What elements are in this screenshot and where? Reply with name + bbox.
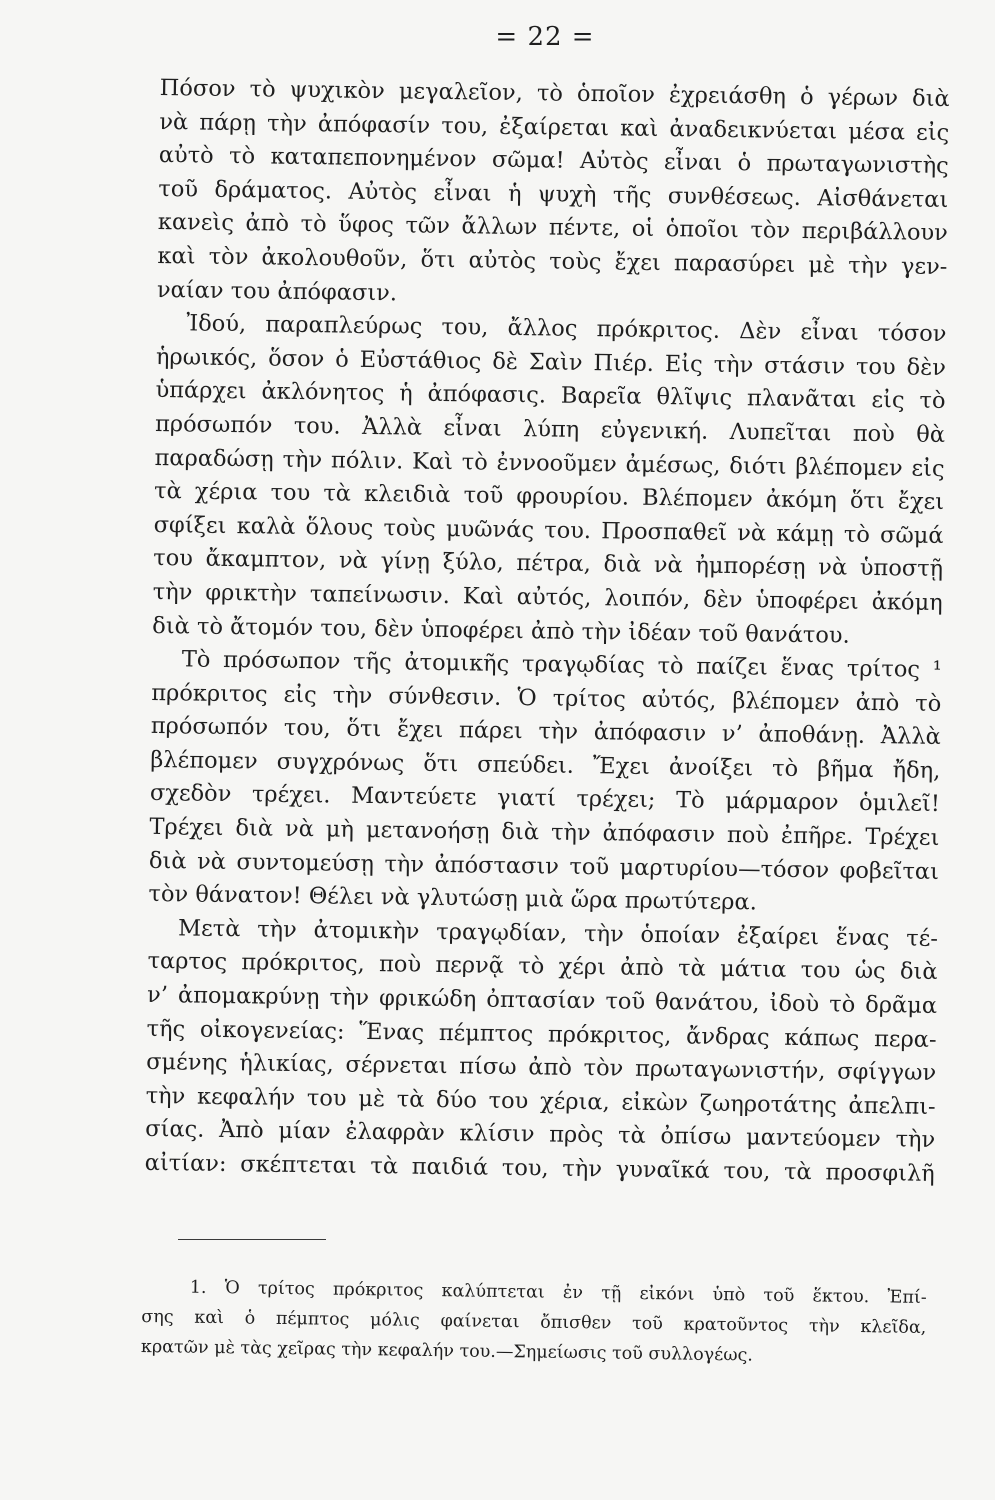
- text-line: διὰ νὰ συντομεύσῃ τὴν ἀπόστασιν τοῦ μαρτυρίου—τόσον φοβεῖται: [148, 847, 940, 885]
- text-line: ταρτος πρόκριτος, ποὺ περνᾷ τὸ χέρι ἀπὸ τὰ μάτια του ὡς διὰ: [147, 948, 938, 986]
- text-line: καὶ τὸν ἀκολουθοῦν, ὅτι αὐτὸς τοὺς ἔχει παρασύρει μὲ τὴν γεν-: [157, 242, 948, 280]
- text-line: ὑπάρχει ἀκλόνητος ἡ ἀπόφασις. Βαρεῖα θλῖψις πλανᾶται εἰς τὸ: [155, 377, 946, 415]
- text-line: πρόκριτος εἰς τὴν σύνθεσιν. Ὁ τρίτος αὐτός, βλέπομεν ἀπὸ τὸ: [151, 679, 942, 717]
- text-line: σμένης ἡλικίας, σέρνεται πίσω ἀπὸ τὸν πρωταγωνιστήν, σφίγγων: [145, 1049, 937, 1087]
- text-line: κανεὶς ἀπὸ τὸ ὕφος τῶν ἄλλων πέντε, οἱ ὁποῖοι τὸν περιβάλλουν: [157, 209, 949, 247]
- text-line: σίας. Ἀπὸ μίαν ἐλαφρὰν κλίσιν πρὸς τὰ ὀπίσω μαντεύομεν τὴν: [145, 1116, 936, 1154]
- text-line: Τὸ πρόσωπον τῆς ἀτομικῆς τραγῳδίας τὸ παίζει ἕνας τρίτος ¹: [181, 646, 942, 684]
- text-line: τὴν φρικτὴν ταπείνωσιν. Καὶ αὐτός, λοιπόν, δὲν ὑποφέρει ἀκόμη: [152, 578, 943, 616]
- text-line: Μετὰ τὴν ἀτομικὴν τραγῳδίαν, τὴν ὁποίαν ἐξαίρει ἕνας τέ-: [177, 915, 939, 952]
- text-line: τῆς οἰκογενείας: Ἕνας πέμπτος πρόκριτος, ἄνδρας κάπως περα-: [146, 1015, 937, 1053]
- footnote-line: 1. Ὁ τρίτος πρόκριτος καλύπτεται ἐν τῇ εἰκόνι ὑπὸ τοῦ ἕκτου. Ἐπί-: [189, 1277, 927, 1308]
- text-line: νὰ πάρῃ τὴν ἀπόφασίν του, ἐξαίρεται καὶ ἀναδεικνύεται μέσα εἰς: [159, 108, 950, 146]
- text-line: Ἰδού, παραπλεύρως του, ἄλλος πρόκριτος. Δὲν εἶναι τόσον: [186, 310, 947, 348]
- text-line: διὰ τὸ ἄτομόν του, δὲν ὑποφέρει ἀπὸ τὴν ἰδέαν τοῦ θανάτου.: [152, 612, 850, 649]
- text-line: ναίαν του ἀπόφασιν.: [156, 276, 398, 306]
- text-line: τὰ χέρια του τὰ κλειδιὰ τοῦ φρουρίου. Βλέπομεν ἀκόμη ὅτι ἔχει: [153, 478, 945, 516]
- text-line: πρόσωπόν του. Ἀλλὰ εἶναι λύπη εὐγενική. Λυπεῖται ποὺ θὰ: [154, 410, 946, 448]
- text-line: τοῦ δράματος. Αὐτὸς εἶναι ἡ ψυχὴ τῆς συνθέσεως. Αἰσθάνεται: [158, 175, 949, 213]
- text-line: βλέπομεν συγχρόνως ὅτι σπεύδει. Ἔχει ἀνοίξει τὸ βῆμα ἤδη,: [150, 746, 941, 784]
- text-line: σχεδὸν τρέχει. Μαντεύετε γιατί τρέχει; Τὸ μάρμαρον ὁμιλεῖ!: [149, 780, 941, 818]
- footnote-line: σης καὶ ὁ πέμπτος μόλις φαίνεται ὄπισθεν τοῦ κρατοῦντος τὴν κλεῖδα,: [141, 1306, 927, 1338]
- text-line: του ἄκαμπτον, νὰ γίνῃ ξύλο, πέτρα, διὰ νὰ ἠμπορέσῃ νὰ ὑποστῇ: [153, 545, 944, 583]
- text-line: τὴν κεφαλήν του μὲ τὰ δύο του χέρια, εἰκὼν ζωηροτάτης ἀπελπι-: [145, 1082, 936, 1120]
- text-line: αὐτὸ τὸ καταπεπονημένον σῶμα! Αὐτὸς εἶναι ὁ πρωταγωνιστὴς: [158, 142, 949, 180]
- text-line: ν’ ἀπομακρύνῃ τὴν φρικώδη ὀπτασίαν τοῦ θανάτου, ἰδοὺ τὸ δρᾶμα: [146, 981, 938, 1019]
- text-line: τὸν θάνατον! Θέλει νὰ γλυτώσῃ μιὰ ὥρα πρωτύτερα.: [148, 881, 758, 916]
- text-line: Τρέχει διὰ νὰ μὴ μετανοήσῃ διὰ τὴν ἀπόφασιν ποὺ ἐπῆρε. Τρέχει: [149, 813, 940, 852]
- body-text: [145, 72, 950, 1192]
- footnotes: [141, 1272, 927, 1373]
- text-line: αἰτίαν: σκέπτεται τὰ παιδιά του, τὴν γυναῖκά του, τὰ προσφιλῆ: [144, 1149, 935, 1187]
- text-line: Πόσον τὸ ψυχικὸν μεγαλεῖον, τὸ ὁποῖον ἐχρειάσθη ὁ γέρων διὰ: [159, 74, 950, 113]
- text-line: πρόσωπόν του, ὅτι ἔχει πάρει τὴν ἀπόφασιν ν’ ἀποθάνῃ. Ἀλλὰ: [150, 713, 941, 751]
- page-number: = 22 =: [495, 22, 595, 52]
- text-line: ἡρωικός, ὅσον ὁ Εὐστάθιος δὲ Σαὶν Πιέρ. Εἰς τὴν στάσιν του δὲν: [155, 343, 947, 381]
- text-line: παραδώσῃ τὴν πόλιν. Καὶ τὸ ἐννοοῦμεν ἀμέσως, διότι βλέπομεν εἰς: [154, 444, 945, 482]
- footnote-divider: [178, 1239, 326, 1240]
- text-line: σφίξει καλὰ ὅλους τοὺς μυῶνάς του. Προσπαθεῖ νὰ κάμῃ τὸ σῶμά: [153, 511, 944, 549]
- footnote-line: κρατῶν μὲ τὰς χεῖρας τὴν κεφαλήν του.—Σημείωσις τοῦ συλλογέως.: [140, 1336, 754, 1366]
